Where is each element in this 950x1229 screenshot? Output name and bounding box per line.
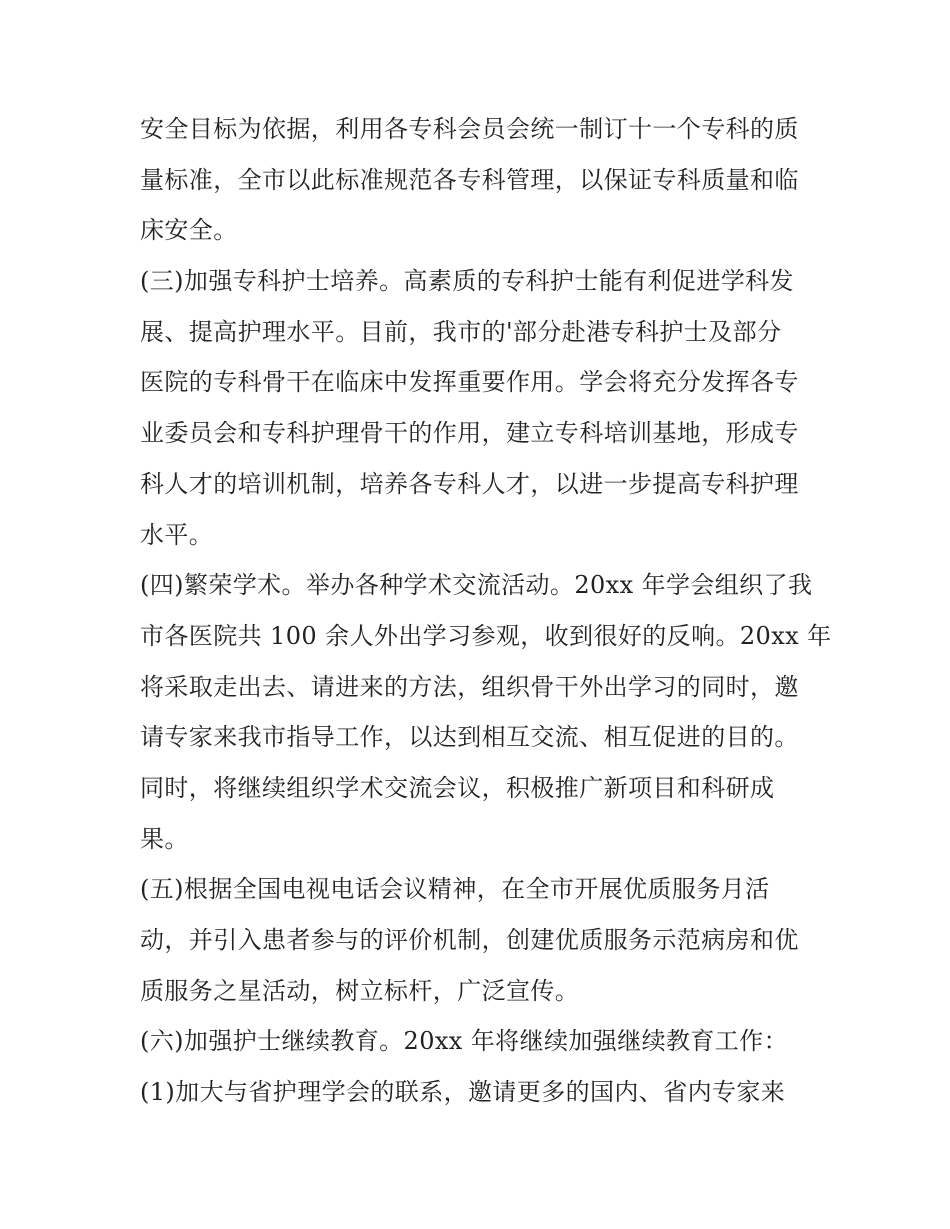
text-line: 质服务之星活动，树立标杆，广泛宣传。 <box>140 976 580 1005</box>
text-line: 水平。 <box>140 520 214 549</box>
text-line: (三)加强专科护士培养。高素质的专科护士能有利促进学科发 <box>140 267 794 296</box>
text-line: 果。 <box>140 824 189 853</box>
text-line: 动，并引入患者参与的评价机制，创建优质服务示范病房和优 <box>140 926 799 954</box>
text-line: 业委员会和专科护理骨干的作用，建立专科培训基地，形成专 <box>140 419 799 448</box>
text-line: (六)加强护士继续教育。20xx 年将继续加强继续教育工作： <box>140 1027 788 1056</box>
text-line: 床安全。 <box>140 216 238 245</box>
body-text <box>140 104 832 1118</box>
text-line: (四)繁荣学术。举办各种学术交流活动。20xx 年学会组织了我 <box>140 571 813 600</box>
text-line: 展、提高护理水平。目前，我市的'部分赴港专科护士及部分 <box>140 317 782 346</box>
text-line: 医院的专科骨干在临床中发挥重要作用。学会将充分发挥各专 <box>140 368 799 397</box>
text-line: 量标准，全市以此标准规范各专科管理，以保证专科质量和临 <box>140 165 799 194</box>
text-line: 科人才的培训机制，培养各专科人才，以进一步提高专科护理 <box>140 469 799 498</box>
text-line: 将采取走出去、请进来的方法，组织骨干外出学习的同时，邀 <box>140 672 799 701</box>
text-line: 请专家来我市指导工作，以达到相互交流、相互促进的目的。 <box>140 723 799 752</box>
text-line: 同时，将继续组织学术交流会议，积极推广新项目和科研成 <box>140 773 775 802</box>
text-line: (五)根据全国电视电话会议精神，在全市开展优质服务月活 <box>140 875 770 904</box>
text-line: 市各医院共 100 余人外出学习参观，收到很好的反响。20xx 年 <box>140 621 832 650</box>
text-line: 安全目标为依据，利用各专科会员会统一制订十一个专科的质 <box>140 115 799 143</box>
text-line: (1)加大与省护理学会的联系，邀请更多的国内、省内专家来 <box>140 1078 786 1107</box>
